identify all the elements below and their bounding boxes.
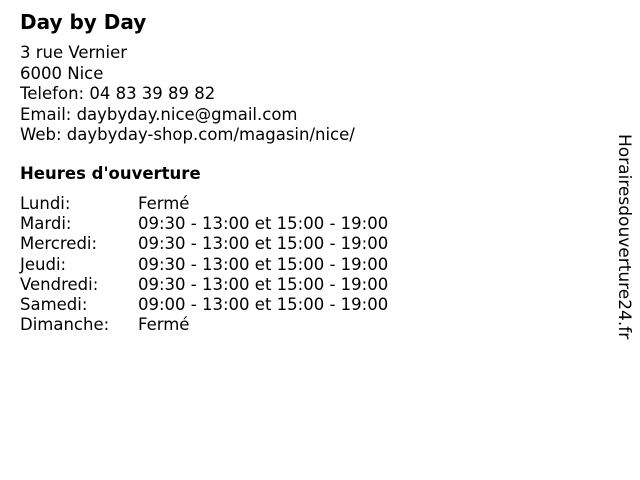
- hours-row-wednesday: [20, 234, 388, 254]
- email-address: Email: daybyday.nice@gmail.com: [20, 104, 298, 124]
- hours-row-saturday: [20, 295, 388, 315]
- hours-row-thursday: [20, 255, 388, 275]
- hours-day-label: Dimanche:: [20, 315, 110, 335]
- hours-value: Fermé: [138, 315, 190, 335]
- hours-row-sunday: [20, 315, 388, 335]
- hours-value: 09:30 - 13:00 et 15:00 - 19:00: [138, 274, 389, 294]
- hours-value: 09:30 - 13:00 et 15:00 - 19:00: [138, 214, 389, 234]
- hours-value: 09:30 - 13:00 et 15:00 - 19:00: [138, 254, 389, 274]
- hours-day-label: Jeudi:: [20, 254, 67, 274]
- store-address-block: [20, 43, 355, 146]
- hours-day-label: Lundi:: [20, 194, 71, 213]
- hours-row-tuesday: [20, 214, 388, 234]
- hours-row-monday: [20, 194, 388, 214]
- site-watermark: Horairesdouverture24.fr: [614, 134, 634, 340]
- website-address: Web: daybyday-shop.com/magasin/nice/: [20, 125, 355, 144]
- opening-hours-title: Heures d'ouverture: [20, 164, 201, 183]
- opening-hours-table: [20, 194, 388, 335]
- address-street: 3 rue Vernier: [20, 43, 128, 62]
- hours-day-label: Mardi:: [20, 214, 72, 234]
- store-name: Day by Day: [20, 10, 147, 34]
- address-city: 6000 Nice: [20, 63, 104, 83]
- hours-value: 09:30 - 13:00 et 15:00 - 19:00: [138, 234, 389, 254]
- hours-day-label: Samedi:: [20, 295, 88, 315]
- hours-value: 09:00 - 13:00 et 15:00 - 19:00: [138, 295, 389, 315]
- hours-day-label: Vendredi:: [20, 274, 99, 294]
- hours-day-label: Mercredi:: [20, 234, 98, 254]
- phone-number: Telefon: 04 83 39 89 82: [20, 84, 216, 103]
- hours-value: Fermé: [138, 194, 190, 213]
- hours-row-friday: [20, 275, 388, 295]
